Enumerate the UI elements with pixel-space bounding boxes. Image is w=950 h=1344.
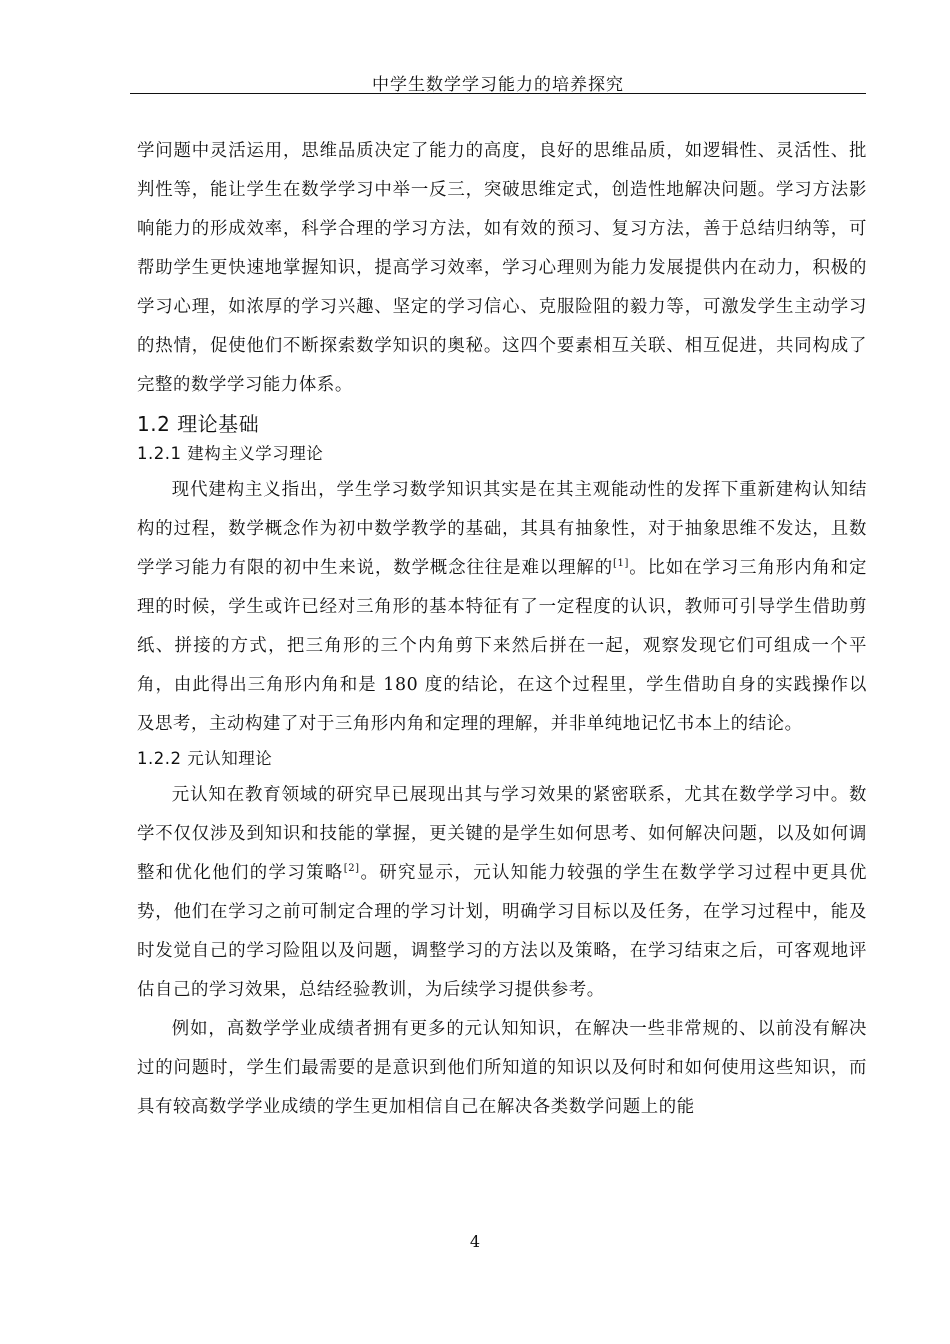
paragraph-text: 。研究显示，元认知能力较强的学生在数学学习过程中更具优势，他们在学习之前可制定合理的学习计划，明确学习目标以及任务，在学习过程中，能及时发觉自己的学习险阻以及问题，调整学习的方法以及策略，在学习结束之后，可客观地评估自己的学习效果，总结经验教训，为后续学习提供参考。 xyxy=(137,863,868,1000)
paragraph-text: 元认知在教育领域的研究早已展现出其与学习效果的紧密联系，尤其在数学学习中。数学不仅仅涉及到知识和技能的掌握，更关键的是学生如何思考、如何解决问题，以及如何调整和优化他们的学习策略 xyxy=(137,785,867,883)
header-rule xyxy=(130,93,866,94)
paragraph-example: 例如，高数学学业成绩者拥有更多的元认知知识，在解决一些非常规的、以前没有解决过的问题时，学生们最需要的是意识到他们所知道的知识以及何时和如何使用这些知识，而具有较高数学学业成绩的学生更加相信自己在解决各类数学问题上的能 xyxy=(137,1019,867,1117)
citation-1: [1] xyxy=(613,558,629,569)
subsection-heading-metacognition: 1.2.2 元认知理论 xyxy=(137,749,273,768)
page-body xyxy=(137,132,867,1127)
paragraph-text: 。比如在学习三角形内角和定理的时候，学生或许已经对三角形的基本特征有了一定程度的认识，教师可引导学生借助剪纸、拼接的方式，把三角形的三个内角剪下来然后拼在一起，观察发现它们可组成一个平角，由此得出三角形内角和是 180 度的结论，在这个过程里，学生借助自身的实践操作以及思考，主动构建了对于三角形内角和定理的理解，并非单纯地记忆书本上的结论。 xyxy=(137,558,867,734)
running-header-title: 中学生数学学习能力的培养探究 xyxy=(372,75,624,95)
section-heading-theory-basis: 1.2 理论基础 xyxy=(137,412,260,436)
page-number: 4 xyxy=(469,1232,481,1251)
paragraph-text: 现代建构主义指出，学生学习数学知识其实是在其主观能动性的发挥下重新建构认知结构的过程，数学概念作为初中数学教学的基础，其具有抽象性，对于抽象思维不发达，且数学学习能力有限的初中生来说，数学概念往往是难以理解的 xyxy=(137,480,867,578)
paragraph-metacognition xyxy=(137,776,867,1010)
paragraph-ability-elements: 学问题中灵活运用，思维品质决定了能力的高度，良好的思维品质，如逻辑性、灵活性、批判性等，能让学生在数学学习中举一反三，突破思维定式，创造性地解决问题。学习方法影响能力的形成效率，科学合理的学习方法，如有效的预习、复习方法，善于总结归纳等，可帮助学生更快速地掌握知识，提高学习效率，学习心理则为能力发展提供内在动力，积极的学习心理，如浓厚的学习兴趣、坚定的学习信心、克服险阻的毅力等，可激发学生主动学习的热情，促使他们不断探索数学知识的奥秘。这四个要素相互关联、相互促进，共同构成了完整的数学学习能力体系。 xyxy=(137,141,867,395)
subsection-heading-constructivism: 1.2.1 建构主义学习理论 xyxy=(137,444,324,463)
paragraph-constructivism xyxy=(137,471,867,744)
citation-2: [2] xyxy=(343,863,360,874)
